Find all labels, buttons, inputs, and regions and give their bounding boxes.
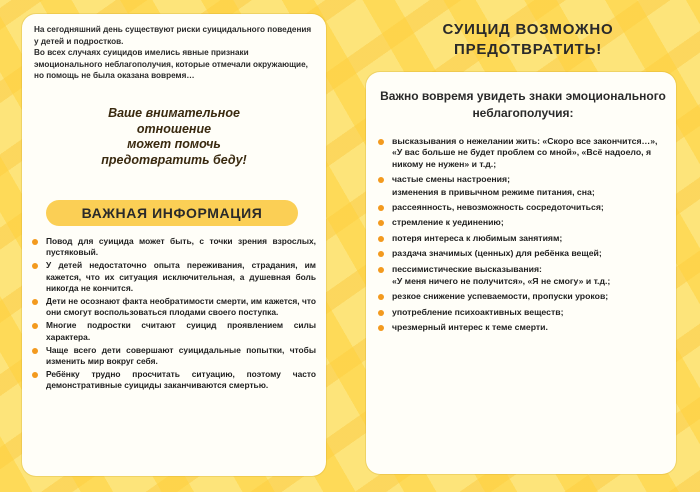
warning-sign-item bbox=[378, 264, 664, 275]
bullet-icon bbox=[32, 299, 38, 305]
slogan-line-2: отношение bbox=[136, 121, 212, 136]
info-item-text: Ребёнку трудно просчитать ситуацию, поэтому часто демонстративные суициды заканчиваются смертью. bbox=[46, 368, 316, 391]
bullet-icon bbox=[32, 323, 38, 329]
slogan-line-1: Ваше внимательное bbox=[108, 106, 240, 120]
warning-sign-item bbox=[378, 276, 664, 287]
slogan-line-4: предотвратить беду! bbox=[101, 152, 247, 167]
warning-sign-item bbox=[378, 217, 664, 228]
info-item bbox=[32, 236, 316, 259]
warning-signs-heading: Важно вовремя увидеть знаки эмоционального неблагополучия: bbox=[380, 89, 666, 120]
info-item-text: Чаще всего дети совершают суицидальные попытки, чтобы изменить мир вокруг себя. bbox=[46, 344, 316, 367]
warning-sign-text: пессимистические высказывания: bbox=[392, 263, 542, 274]
bullet-icon bbox=[32, 372, 38, 378]
warning-sign-item bbox=[378, 174, 664, 185]
warning-sign-text: «У меня ничего не получится», «Я не смогу» и т.д.; bbox=[392, 276, 611, 287]
info-item bbox=[32, 369, 316, 392]
warning-sign-text: раздача значимых (ценных) для ребёнка вещей; bbox=[392, 248, 602, 259]
bullet-icon bbox=[378, 139, 384, 145]
bullet-icon bbox=[378, 267, 384, 273]
bullet-icon bbox=[378, 220, 384, 226]
bullet-icon bbox=[32, 348, 38, 354]
intro-paragraph-1: На сегодняшний день существуют риски суицидального поведения у детей и подростков. bbox=[34, 25, 312, 46]
slogan-line-3: может помочь bbox=[127, 137, 221, 151]
bullet-icon bbox=[378, 251, 384, 257]
info-item bbox=[32, 260, 316, 294]
intro-paragraph-2: Во всех случаях суицидов имелись явные признаки эмоционального неблагополучия, которые отмечали окружающие, но помощь не была оказана вовремя… bbox=[34, 48, 308, 81]
warning-sign-item bbox=[378, 322, 664, 333]
bullet-icon bbox=[32, 263, 38, 269]
warning-sign-text: употребление психоактивных веществ; bbox=[392, 306, 564, 317]
bullet-icon bbox=[378, 325, 384, 331]
info-item-text: У детей недостаточно опыта переживания, страдания, им кажется, что их ситуация исключительная, а душевная боль никогда не кончится. bbox=[46, 260, 316, 294]
info-item bbox=[32, 345, 316, 368]
info-title-band: ВАЖНАЯ ИНФОРМАЦИЯ bbox=[46, 200, 298, 226]
bullet-icon bbox=[378, 205, 384, 211]
warning-sign-item bbox=[378, 202, 664, 213]
warning-sign-item bbox=[378, 291, 664, 302]
warning-sign-item bbox=[378, 136, 664, 170]
warning-sign-text: высказывания о нежелании жить: «Скоро все закончится…», «У вас больше не будет проблем со мной», «Всё надоело, я никому не нужен» и т.д.; bbox=[392, 136, 658, 169]
info-item-text: Повод для суицида может быть, с точки зрения взрослых, пустяковый. bbox=[46, 236, 316, 258]
warning-sign-item bbox=[378, 233, 664, 244]
right-panel bbox=[366, 72, 676, 474]
warning-sign-item bbox=[378, 248, 664, 259]
info-item bbox=[32, 320, 316, 343]
warning-sign-text: резкое снижение успеваемости, пропуски уроков; bbox=[392, 291, 609, 302]
warning-sign-text: изменения в привычном режиме питания, сна; bbox=[392, 186, 595, 197]
bullet-icon bbox=[378, 310, 384, 316]
info-item bbox=[32, 296, 316, 319]
warning-sign-text: потеря интереса к любимым занятиям; bbox=[392, 232, 563, 243]
warning-signs-list bbox=[378, 136, 664, 338]
slogan bbox=[22, 106, 326, 168]
left-panel bbox=[22, 14, 326, 476]
title-line-1: СУИЦИД ВОЗМОЖНО bbox=[442, 21, 614, 38]
important-info-list bbox=[32, 236, 316, 393]
page-title bbox=[374, 20, 682, 60]
info-item-text: Дети не осознают факта необратимости смерти, им кажется, что они смогут воспользоваться плодами своего поступка. bbox=[46, 296, 316, 318]
warning-sign-item bbox=[378, 307, 664, 318]
info-item-text: Многие подростки считают суицид проявлением силы характера. bbox=[46, 320, 316, 342]
warning-sign-text: чрезмерный интерес к теме смерти. bbox=[392, 322, 548, 333]
bullet-icon bbox=[32, 239, 38, 245]
intro-text bbox=[34, 24, 314, 82]
bullet-icon bbox=[378, 236, 384, 242]
warning-sign-text: стремление к уединению; bbox=[392, 217, 504, 228]
bullet-icon bbox=[378, 177, 384, 183]
title-line-2: ПРЕДОТВРАТИТЬ! bbox=[454, 41, 602, 58]
warning-sign-item bbox=[378, 187, 664, 198]
warning-sign-text: рассеянность, невозможность сосредоточиться; bbox=[392, 202, 604, 213]
bullet-icon bbox=[378, 294, 384, 300]
warning-sign-text: частые смены настроения; bbox=[392, 174, 510, 185]
